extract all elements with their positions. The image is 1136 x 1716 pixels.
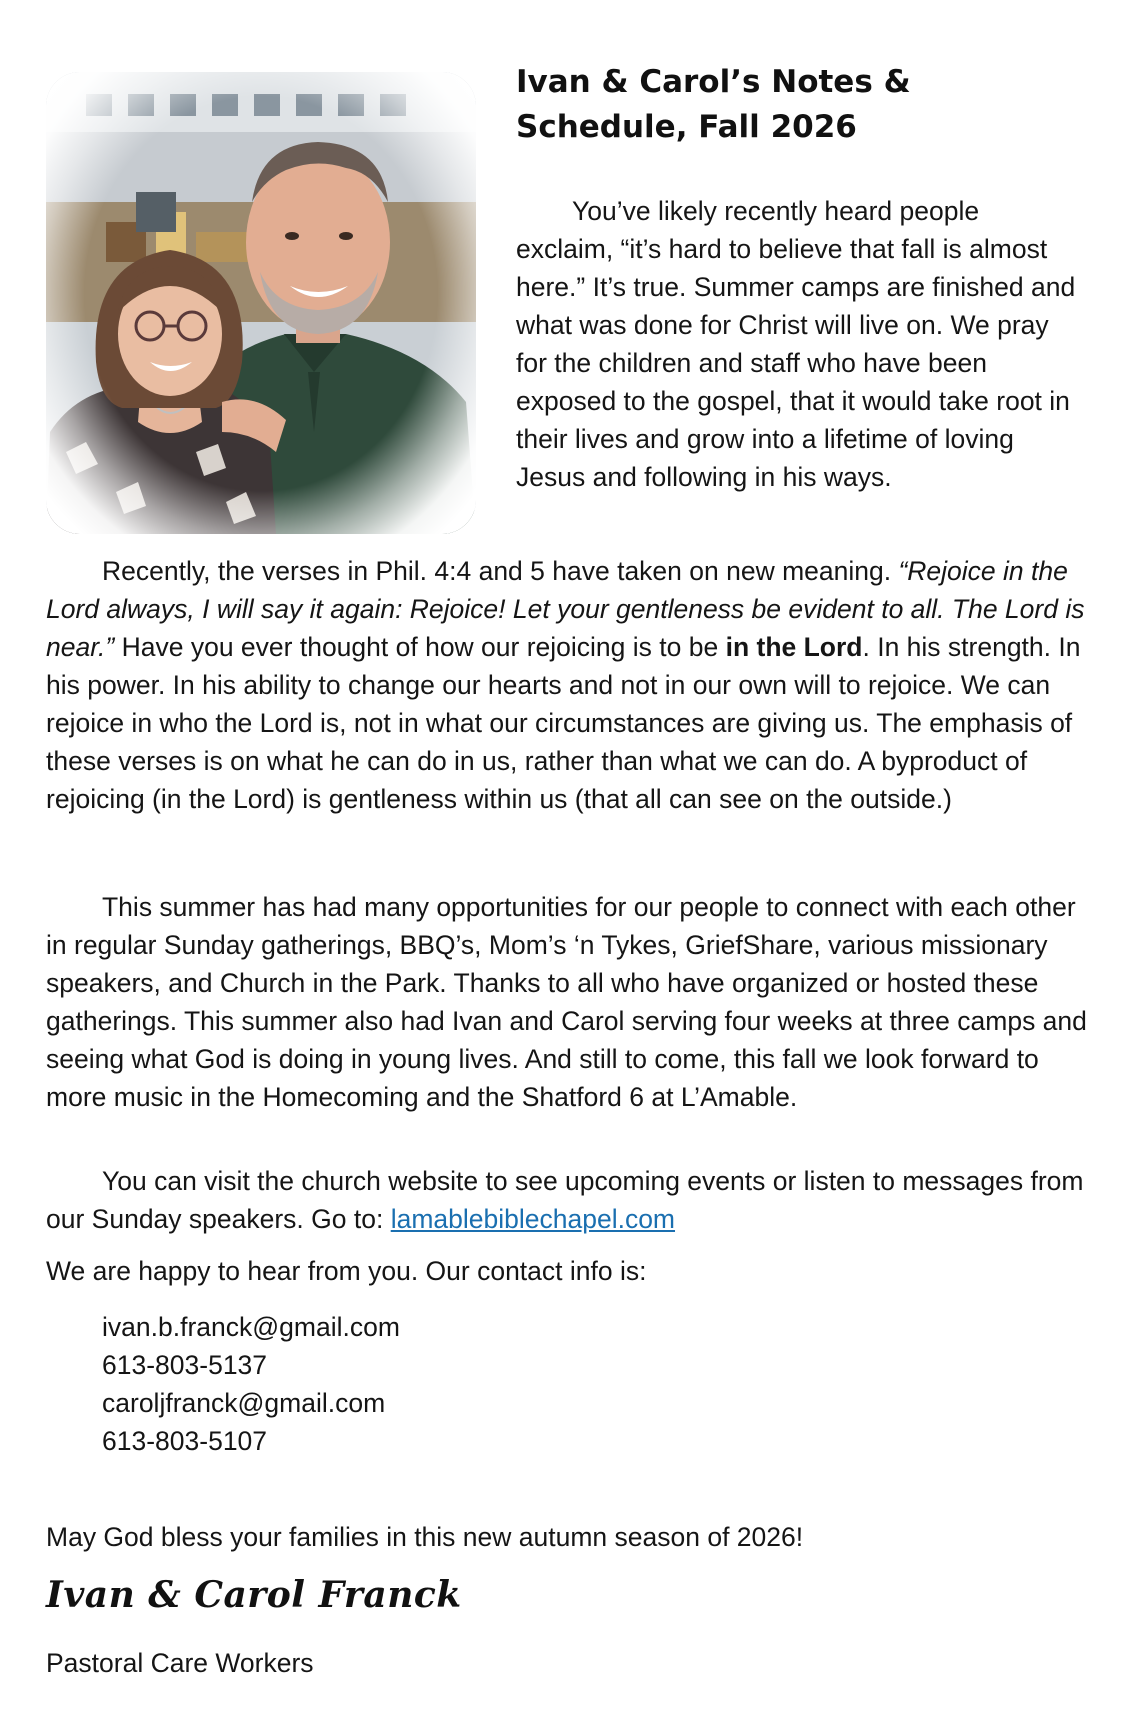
contact-intro: We are happy to hear from you. Our contact info is:: [46, 1256, 647, 1286]
couple-photo-illustration: [46, 72, 476, 534]
website-link[interactable]: lamablebiblechapel.com: [390, 1204, 676, 1234]
paragraph-summer: This summer has had many opportunities for our people to connect with each other in regular Sunday gatherings, BBQ’s, Mom’s ‘n Tykes, GriefShare, various missionary speakers, and Church in the Park. Thanks to all who have organized or hosted these gatherings. This summer also had Ivan and Carol serving four weeks at three camps and seeing what God is doing in young lives. And still to come, this fall we look forward to more music in the Homecoming and the Shatford 6 at L’Amable.: [46, 892, 1087, 1112]
closing-blessing: May God bless your families in this new autumn season of 2026!: [46, 1522, 804, 1552]
scripture-quote: “Rejoice in the Lord always, I will say it again: Rejoice! Let your gentleness be evident to all. The Lord is near.”: [46, 556, 1085, 662]
paragraph-website: [46, 1162, 1096, 1238]
contact-phone-carol[interactable]: 613-803-5107: [102, 1426, 268, 1456]
paragraph-philippians-rest: . In his strength. In his power. In his ability to change our hearts and not in our own will to rejoice. We can rejoice in who the Lord is, not in what our circumstances are giving us. The emphasis of these verses is on what he can do in us, rather than what we can do. A byproduct of rejoicing (in the Lord) is gentleness within us (that all can see on the outside.): [46, 632, 1081, 814]
signature: Ivan & Carol Franck: [46, 1574, 462, 1616]
paragraph-philippians: [46, 552, 1096, 818]
paragraph-website-text: You can visit the church website to see upcoming events or listen to messages from our Sunday speakers. Go to:: [46, 1166, 1084, 1234]
contact-list: [102, 1308, 702, 1460]
intro-paragraph: You’ve likely recently heard people exclaim, “it’s hard to believe that fall is almost here.” It’s true. Summer camps are finished and what was done for Christ will live on. We pray for the children and staff who have been exposed to the gospel, that it would take root in their lives and grow into a lifetime of loving Jesus and following in his ways.: [516, 196, 1076, 492]
couple-photo: [46, 72, 476, 534]
emphasis-in-the-lord: in the Lord: [725, 632, 863, 662]
contact-phone-ivan[interactable]: 613-803-5137: [102, 1350, 268, 1380]
paragraph-philippians-lead: Recently, the verses in Phil. 4:4 and 5 have taken on new meaning.: [102, 556, 899, 586]
contact-email-ivan[interactable]: ivan.b.franck@gmail.com: [102, 1312, 400, 1342]
signature-role: Pastoral Care Workers: [46, 1648, 314, 1678]
contact-email-carol[interactable]: caroljfranck@gmail.com: [102, 1388, 386, 1418]
paragraph-philippians-middle: Have you ever thought of how our rejoicing is to be: [114, 632, 726, 662]
page-title: Ivan & Carol’s Notes & Schedule, Fall 2026: [516, 64, 911, 145]
